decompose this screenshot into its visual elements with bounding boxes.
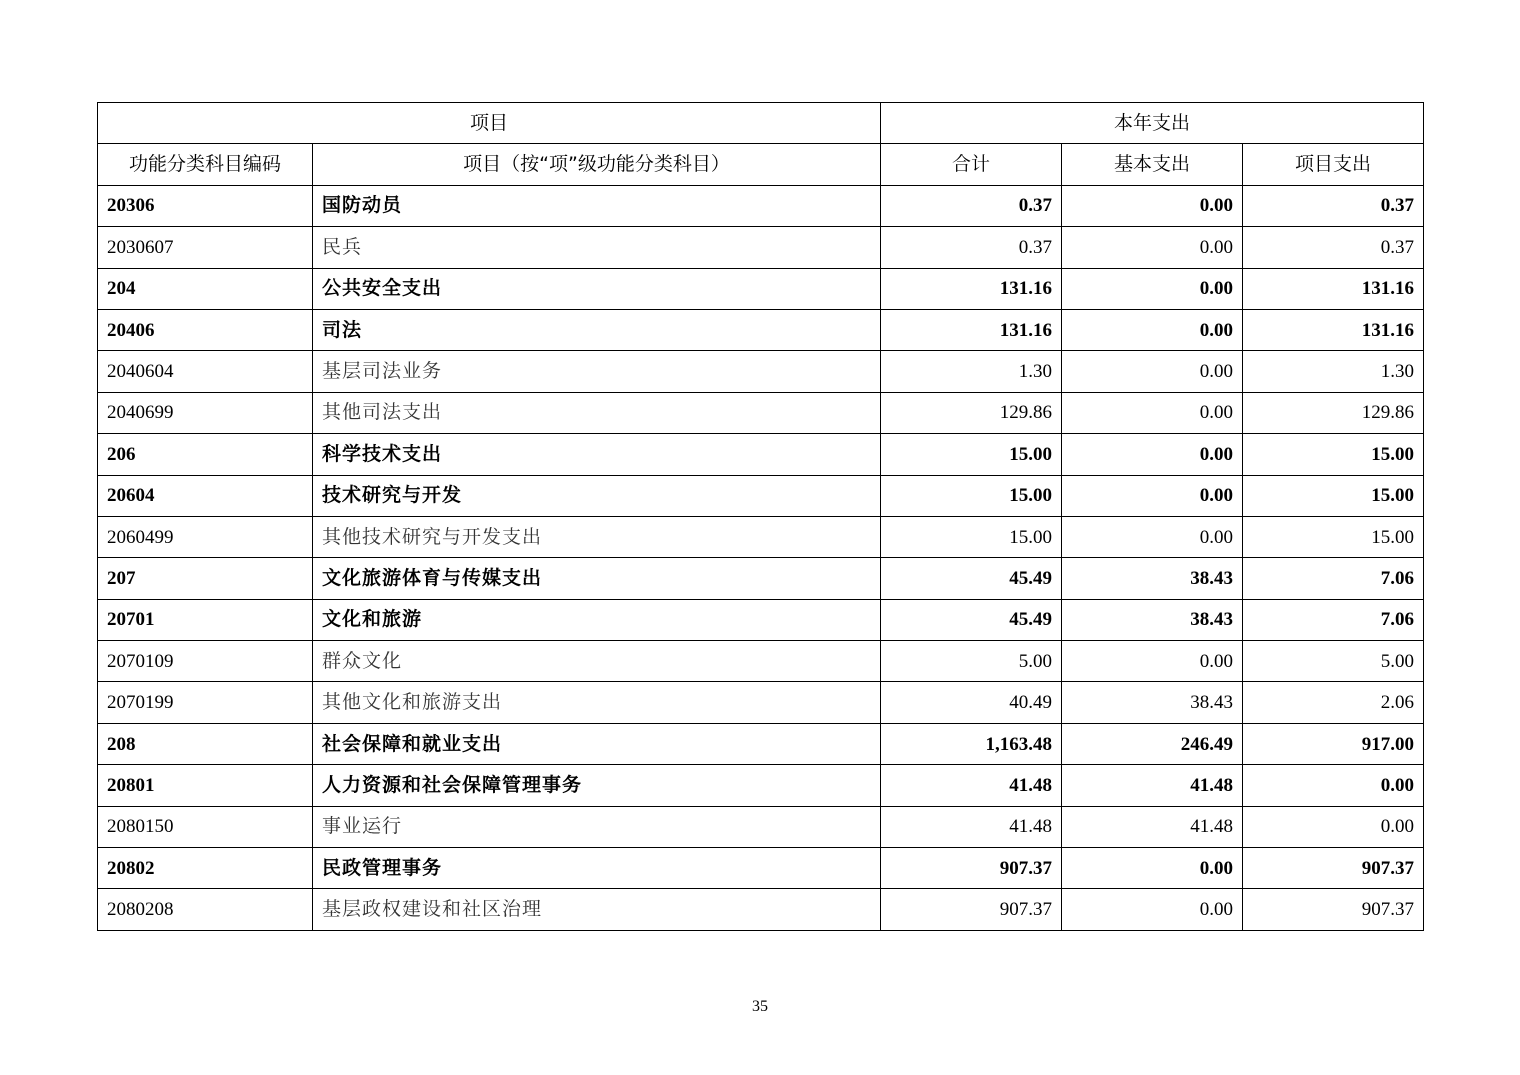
row-basic: 0.00: [1062, 392, 1243, 433]
table-row: [98, 682, 1424, 723]
row-name: 技术研究与开发: [313, 475, 881, 516]
row-name: 其他文化和旅游支出: [313, 682, 881, 723]
row-project: 131.16: [1243, 309, 1424, 350]
row-total: 1.30: [881, 351, 1062, 392]
row-project: 0.00: [1243, 806, 1424, 847]
row-name: 民政管理事务: [313, 848, 881, 889]
row-basic: 0.00: [1062, 889, 1243, 930]
row-name: 基层司法业务: [313, 351, 881, 392]
header-name: 项目（按“项”级功能分类科目）: [313, 144, 881, 185]
row-project: 1.30: [1243, 351, 1424, 392]
table-row: [98, 392, 1424, 433]
row-basic: 0.00: [1062, 268, 1243, 309]
header-code: 功能分类科目编码: [98, 144, 313, 185]
row-name: 事业运行: [313, 806, 881, 847]
row-name: 司法: [313, 309, 881, 350]
row-project: 0.37: [1243, 227, 1424, 268]
row-code: 2080150: [98, 806, 313, 847]
row-code: 20604: [98, 475, 313, 516]
row-basic: 38.43: [1062, 682, 1243, 723]
header-project: 项目支出: [1243, 144, 1424, 185]
row-project: 7.06: [1243, 558, 1424, 599]
header-item: 项目: [98, 103, 881, 144]
header-basic: 基本支出: [1062, 144, 1243, 185]
row-name: 民兵: [313, 227, 881, 268]
table-row: [98, 641, 1424, 682]
row-total: 5.00: [881, 641, 1062, 682]
row-name: 科学技术支出: [313, 434, 881, 475]
table-row: [98, 351, 1424, 392]
row-project: 5.00: [1243, 641, 1424, 682]
table-row: [98, 516, 1424, 557]
row-code: 20801: [98, 765, 313, 806]
table-body: [98, 185, 1424, 930]
row-project: 0.37: [1243, 185, 1424, 226]
row-project: 2.06: [1243, 682, 1424, 723]
row-project: 129.86: [1243, 392, 1424, 433]
row-basic: 0.00: [1062, 185, 1243, 226]
row-total: 15.00: [881, 475, 1062, 516]
row-total: 1,163.48: [881, 723, 1062, 764]
row-code: 2080208: [98, 889, 313, 930]
row-basic: 0.00: [1062, 351, 1243, 392]
row-total: 907.37: [881, 848, 1062, 889]
row-project: 907.37: [1243, 848, 1424, 889]
row-basic: 0.00: [1062, 309, 1243, 350]
table-row: [98, 889, 1424, 930]
row-name: 文化和旅游: [313, 599, 881, 640]
row-name: 其他司法支出: [313, 392, 881, 433]
row-code: 2040604: [98, 351, 313, 392]
row-project: 917.00: [1243, 723, 1424, 764]
row-code: 20406: [98, 309, 313, 350]
row-total: 41.48: [881, 806, 1062, 847]
table-header-top-row: [98, 103, 1424, 144]
row-total: 45.49: [881, 599, 1062, 640]
table-row: [98, 227, 1424, 268]
header-total: 合计: [881, 144, 1062, 185]
table-header-sub-row: [98, 144, 1424, 185]
row-basic: 0.00: [1062, 434, 1243, 475]
table-row: [98, 475, 1424, 516]
row-total: 45.49: [881, 558, 1062, 599]
row-code: 20306: [98, 185, 313, 226]
row-total: 129.86: [881, 392, 1062, 433]
row-code: 206: [98, 434, 313, 475]
table-row: [98, 268, 1424, 309]
table-row: [98, 765, 1424, 806]
table-row: [98, 599, 1424, 640]
row-total: 131.16: [881, 309, 1062, 350]
row-total: 40.49: [881, 682, 1062, 723]
table-row: [98, 558, 1424, 599]
row-name: 群众文化: [313, 641, 881, 682]
row-basic: 0.00: [1062, 641, 1243, 682]
page-number: 35: [752, 998, 768, 1015]
row-code: 208: [98, 723, 313, 764]
expenditure-table: [97, 102, 1424, 931]
row-name: 其他技术研究与开发支出: [313, 516, 881, 557]
row-basic: 0.00: [1062, 516, 1243, 557]
row-code: 20701: [98, 599, 313, 640]
row-total: 15.00: [881, 516, 1062, 557]
table-row: [98, 185, 1424, 226]
row-project: 131.16: [1243, 268, 1424, 309]
row-total: 0.37: [881, 227, 1062, 268]
header-annual-expense: 本年支出: [881, 103, 1424, 144]
row-total: 131.16: [881, 268, 1062, 309]
row-code: 2070199: [98, 682, 313, 723]
row-project: 0.00: [1243, 765, 1424, 806]
row-basic: 38.43: [1062, 599, 1243, 640]
row-name: 基层政权建设和社区治理: [313, 889, 881, 930]
row-basic: 0.00: [1062, 848, 1243, 889]
row-name: 社会保障和就业支出: [313, 723, 881, 764]
row-code: 20802: [98, 848, 313, 889]
row-code: 2030607: [98, 227, 313, 268]
table-row: [98, 806, 1424, 847]
row-total: 907.37: [881, 889, 1062, 930]
row-basic: 0.00: [1062, 227, 1243, 268]
row-project: 7.06: [1243, 599, 1424, 640]
table-row: [98, 723, 1424, 764]
row-total: 0.37: [881, 185, 1062, 226]
row-code: 207: [98, 558, 313, 599]
row-project: 907.37: [1243, 889, 1424, 930]
row-total: 15.00: [881, 434, 1062, 475]
row-basic: 246.49: [1062, 723, 1243, 764]
row-project: 15.00: [1243, 434, 1424, 475]
table-row: [98, 434, 1424, 475]
row-basic: 41.48: [1062, 806, 1243, 847]
row-basic: 41.48: [1062, 765, 1243, 806]
row-name: 文化旅游体育与传媒支出: [313, 558, 881, 599]
row-code: 204: [98, 268, 313, 309]
row-basic: 0.00: [1062, 475, 1243, 516]
row-project: 15.00: [1243, 475, 1424, 516]
row-name: 国防动员: [313, 185, 881, 226]
row-code: 2060499: [98, 516, 313, 557]
row-name: 人力资源和社会保障管理事务: [313, 765, 881, 806]
row-code: 2040699: [98, 392, 313, 433]
row-basic: 38.43: [1062, 558, 1243, 599]
row-name: 公共安全支出: [313, 268, 881, 309]
row-project: 15.00: [1243, 516, 1424, 557]
row-total: 41.48: [881, 765, 1062, 806]
table-row: [98, 848, 1424, 889]
row-code: 2070109: [98, 641, 313, 682]
table-row: [98, 309, 1424, 350]
